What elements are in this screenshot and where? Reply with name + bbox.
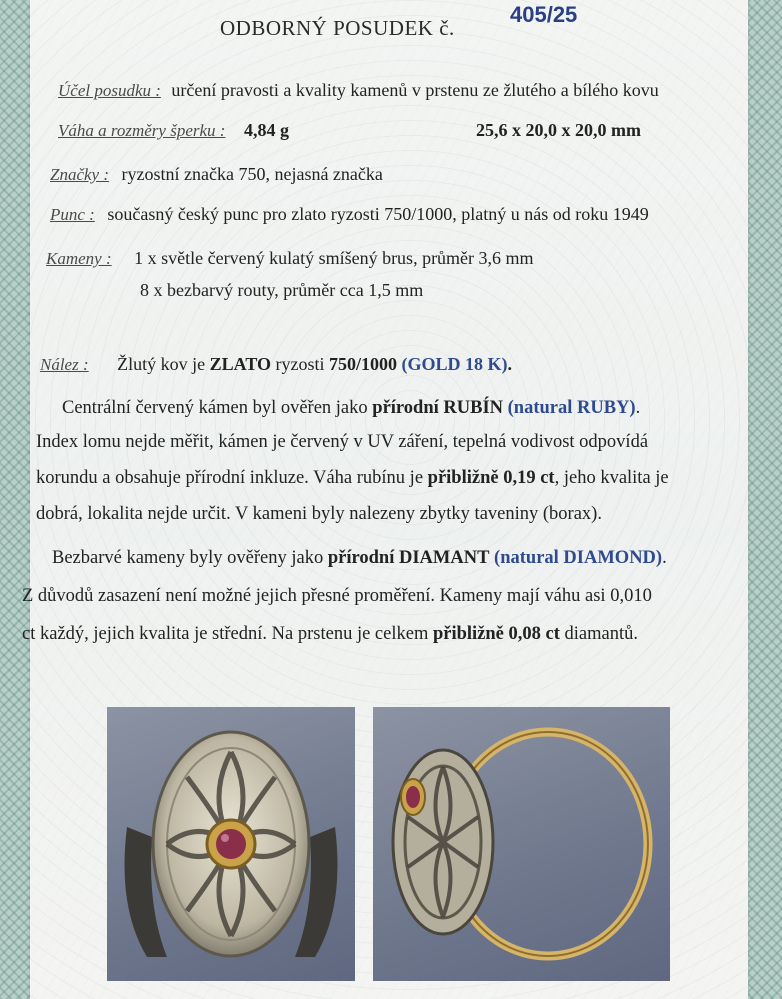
diamond-paragraph-line2: Z důvodů zasazení není možné jejich přesné proměření. Kameny mají váhu asi 0,010 [22, 586, 652, 606]
field-stones [46, 248, 534, 269]
field-stones-label: Kameny : [46, 249, 112, 268]
diamond-total-text: ct každý, jejich kvalita je střední. Na prstenu je celkem [22, 624, 433, 644]
ruby-weight-text: korundu a obsahuje přírodní inkluze. Váha rubínu je [36, 468, 428, 488]
diamond-end: . [662, 548, 667, 568]
diamond-total-end: diamantů. [559, 624, 638, 644]
field-marks-value: ryzostní značka 750, nejasná značka [121, 164, 383, 184]
ruby-paragraph-line2: Index lomu nejde měřit, kámen je červený v UV záření, tepelná vodivost odpovídá [36, 432, 649, 452]
diamond-natural: přírodní DIAMANT [327, 548, 490, 568]
field-purpose-value: určení pravosti a kvality kamenů v prstenu ze žlutého a bílého kovu [171, 80, 659, 100]
finding-fineness: 750/1000 [329, 354, 398, 374]
ring-photo-front [107, 707, 355, 981]
ruby-paragraph-line1 [62, 398, 640, 419]
field-purpose [58, 80, 659, 101]
diamond-text-a: Bezbarvé kameny byly ověřeny jako [52, 548, 328, 568]
finding-end: . [507, 354, 513, 374]
field-marks-label: Značky : [50, 165, 110, 184]
field-marks [50, 164, 383, 185]
finding-line [40, 354, 512, 375]
ruby-quality-text: , jeho kvalita je [554, 468, 669, 488]
diamond-paragraph-line1 [52, 548, 667, 569]
ruby-paragraph-line3 [36, 468, 669, 489]
field-hallmark-value: současný český punc pro zlato ryzosti 750/1000, platný u nás od roku 1949 [107, 204, 649, 224]
finding-gold-en: (GOLD 18 K) [401, 354, 508, 374]
decorative-border-right [742, 0, 782, 999]
ruby-end: . [635, 398, 641, 418]
field-hallmark [50, 204, 649, 225]
document-number: 405/25 [510, 2, 578, 27]
field-stones-line2: 8 x bezbarvý routy, průměr cca 1,5 mm [140, 280, 424, 300]
ruby-natural-en: (natural RUBY) [507, 398, 636, 418]
ring-side-illustration [373, 707, 670, 981]
finding-text-c: ryzosti [271, 354, 329, 374]
diamond-paragraph-line3 [22, 624, 638, 645]
field-hallmark-label: Punc : [50, 205, 95, 224]
field-weight-value: 4,84 g [243, 120, 289, 140]
finding-gold: ZLATO [209, 354, 271, 374]
document-title: ODBORNÝ POSUDEK č. [220, 16, 455, 40]
finding-text-a: Žlutý kov je [117, 354, 210, 374]
diamond-natural-en: (natural DIAMOND) [494, 548, 663, 568]
field-stones-line1: 1 x světle červený kulatý smíšený brus, průměr 3,6 mm [134, 248, 534, 268]
ruby-weight: přibližně 0,19 ct [427, 468, 555, 488]
field-weight-label: Váha a rozměry šperku : [58, 121, 226, 140]
ruby-natural: přírodní RUBÍN [372, 398, 504, 418]
ruby-paragraph-line4: dobrá, lokalita nejde určit. V kameni byly nalezeny zbytky taveniny (borax). [36, 504, 602, 524]
finding-label: Nález : [40, 355, 89, 374]
field-weight [58, 120, 289, 141]
ring-photo-side [373, 707, 670, 981]
ruby-text-a: Centrální červený kámen byl ověřen jako [62, 398, 373, 418]
field-dimensions-value: 25,6 x 20,0 x 20,0 mm [476, 120, 641, 140]
diamond-total: přibližně 0,08 ct [432, 624, 560, 644]
ring-front-illustration [107, 707, 355, 981]
field-purpose-label: Účel posudku : [58, 81, 161, 100]
